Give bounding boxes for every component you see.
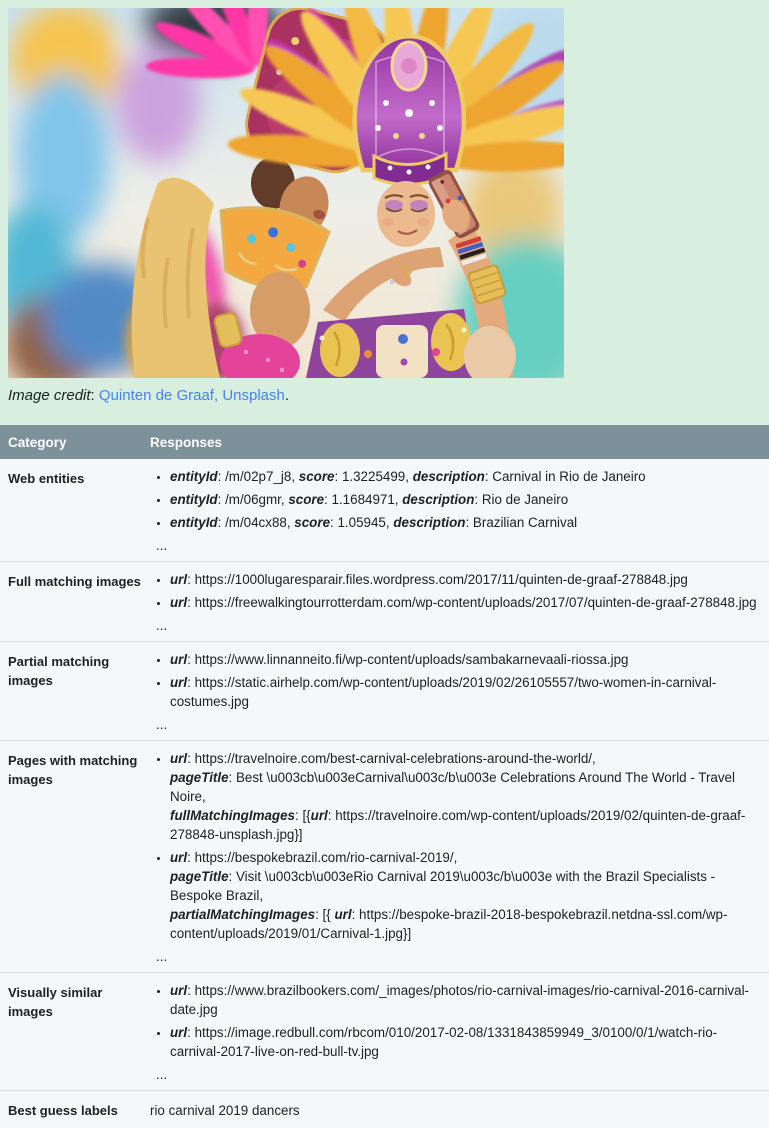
field-key: url xyxy=(170,572,188,587)
response-item xyxy=(170,981,759,1019)
header-responses: Responses xyxy=(150,435,223,450)
response-line: fullMatchingImages: [{url: https://travelnoire.com/wp-content/uploads/2019/02/quinten-de-graaf-278848-unsplash.jpg}] xyxy=(170,808,746,842)
field-key: url xyxy=(170,1025,188,1040)
field-key: score xyxy=(294,515,331,530)
image-credit xyxy=(8,387,761,404)
response-list xyxy=(150,981,759,1061)
ellipsis-indicator: ... xyxy=(156,717,168,732)
field-key: entityId xyxy=(170,469,218,484)
response-line: • url: https://travelnoire.com/best-carnival-celebrations-around-the-world/, xyxy=(170,751,596,766)
header-category: Category xyxy=(8,435,67,450)
ellipsis-indicator: ... xyxy=(156,538,168,553)
credit-separator: : xyxy=(90,387,99,404)
response-item xyxy=(170,848,759,943)
field-key: url xyxy=(170,595,188,610)
response-line: • url: https://bespokebrazil.com/rio-carnival-2019/, xyxy=(170,850,458,865)
field-key: pageTitle xyxy=(170,770,229,785)
table-row xyxy=(0,740,769,972)
responses-cell xyxy=(150,642,769,740)
response-item xyxy=(170,490,759,509)
credit-link-photographer[interactable]: Quinten de Graaf, xyxy=(98,387,219,404)
response-line: • url: https://static.airhelp.com/wp-content/uploads/2019/02/26105557/two-women-in-carnival-costumes.jpg xyxy=(170,675,717,709)
table-header xyxy=(0,425,769,459)
response-line: • url: https://1000lugaresparair.files.wordpress.com/2017/11/quinten-de-graaf-278848.jpg xyxy=(170,572,688,587)
response-list xyxy=(150,467,759,532)
field-key: url xyxy=(170,652,188,667)
field-key: entityId xyxy=(170,492,218,507)
responses-cell xyxy=(150,459,769,561)
category-cell: Partial matching images xyxy=(8,654,110,688)
response-item xyxy=(170,467,759,486)
response-list xyxy=(150,749,759,943)
response-line: • url: https://www.linnanneito.fi/wp-content/uploads/sambakarnevaali-riossa.jpg xyxy=(170,652,629,667)
responses-cell xyxy=(150,1091,769,1128)
response-item xyxy=(170,749,759,844)
response-line: pageTitle: Best \u003cb\u003eCarnival\u003c/b\u003e Celebrations Around The World - Travel Noire, xyxy=(170,770,735,804)
category-cell: Pages with matching images xyxy=(8,753,138,787)
response-line: • entityId: /m/02p7_j8, score: 1.3225499, description: Carnival in Rio de Janeiro xyxy=(170,469,646,484)
response-item xyxy=(170,593,759,612)
field-key: url xyxy=(170,751,188,766)
category-cell: Visually similar images xyxy=(8,985,103,1019)
table-row xyxy=(0,972,769,1090)
credit-suffix: . xyxy=(284,387,290,404)
response-item xyxy=(170,673,759,711)
response-line: • url: https://freewalkingtourrotterdam.com/wp-content/uploads/2017/07/quinten-de-graaf-278848.jpg xyxy=(170,595,757,610)
field-key: url xyxy=(170,675,188,690)
category-cell: Web entities xyxy=(8,471,85,486)
response-line: pageTitle: Visit \u003cb\u003eRio Carnival 2019\u003c/b\u003e with the Brazil Specialists - Bespoke Brazil, xyxy=(170,869,716,903)
field-key: partialMatchingImages xyxy=(170,907,316,922)
table-row xyxy=(0,561,769,641)
responses-cell xyxy=(150,562,769,641)
responses-cell xyxy=(150,973,769,1090)
hero-image xyxy=(8,8,564,378)
field-key: url xyxy=(170,850,188,865)
table-body xyxy=(0,459,769,1128)
ellipsis-indicator: ... xyxy=(156,618,168,633)
field-key: description xyxy=(393,515,466,530)
table-row xyxy=(0,1090,769,1128)
response-plain-value: rio carnival 2019 dancers xyxy=(150,1103,300,1118)
field-key: description xyxy=(412,469,485,484)
results-table xyxy=(0,425,769,1128)
response-line: • url: https://image.redbull.com/rbcom/010/2017-02-08/1331843859949_3/0100/0/1/watch-rio-carnival-2017-live-on-red-bull-tv.jpg xyxy=(170,1025,718,1059)
credit-link-unsplash[interactable]: Unsplash xyxy=(222,387,285,404)
table-row xyxy=(0,459,769,561)
response-item xyxy=(170,650,759,669)
field-key: fullMatchingImages xyxy=(170,808,295,823)
field-key: entityId xyxy=(170,515,218,530)
table-row xyxy=(0,641,769,740)
category-cell: Best guess labels xyxy=(8,1103,118,1118)
response-list xyxy=(150,650,759,711)
field-key: description xyxy=(402,492,475,507)
credit-label: Image credit xyxy=(8,387,91,404)
response-line: partialMatchingImages: [{ url: https://bespoke-brazil-2018-bespokebrazil.netdna-ssl.com/wp-content/uploads/2019/01/Carnival-1.jpg}] xyxy=(170,907,728,941)
field-key: score xyxy=(288,492,325,507)
field-key: url xyxy=(170,983,188,998)
field-key: url xyxy=(334,907,352,922)
responses-cell xyxy=(150,741,769,972)
response-line: • entityId: /m/04cx88, score: 1.05945, description: Brazilian Carnival xyxy=(170,515,578,530)
category-cell: Full matching images xyxy=(8,574,141,589)
ellipsis-indicator: ... xyxy=(156,1067,168,1082)
field-key: score xyxy=(298,469,335,484)
response-item xyxy=(170,513,759,532)
ellipsis-indicator: ... xyxy=(156,949,168,964)
field-key: url xyxy=(310,808,328,823)
response-line: • url: https://www.brazilbookers.com/_images/photos/rio-carnival-images/rio-carnival-2016-carnival-date.jpg xyxy=(170,983,750,1017)
response-item xyxy=(170,1023,759,1061)
response-item xyxy=(170,570,759,589)
response-line: • entityId: /m/06gmr, score: 1.1684971, description: Rio de Janeiro xyxy=(170,492,569,507)
field-key: pageTitle xyxy=(170,869,229,884)
response-list xyxy=(150,570,759,612)
